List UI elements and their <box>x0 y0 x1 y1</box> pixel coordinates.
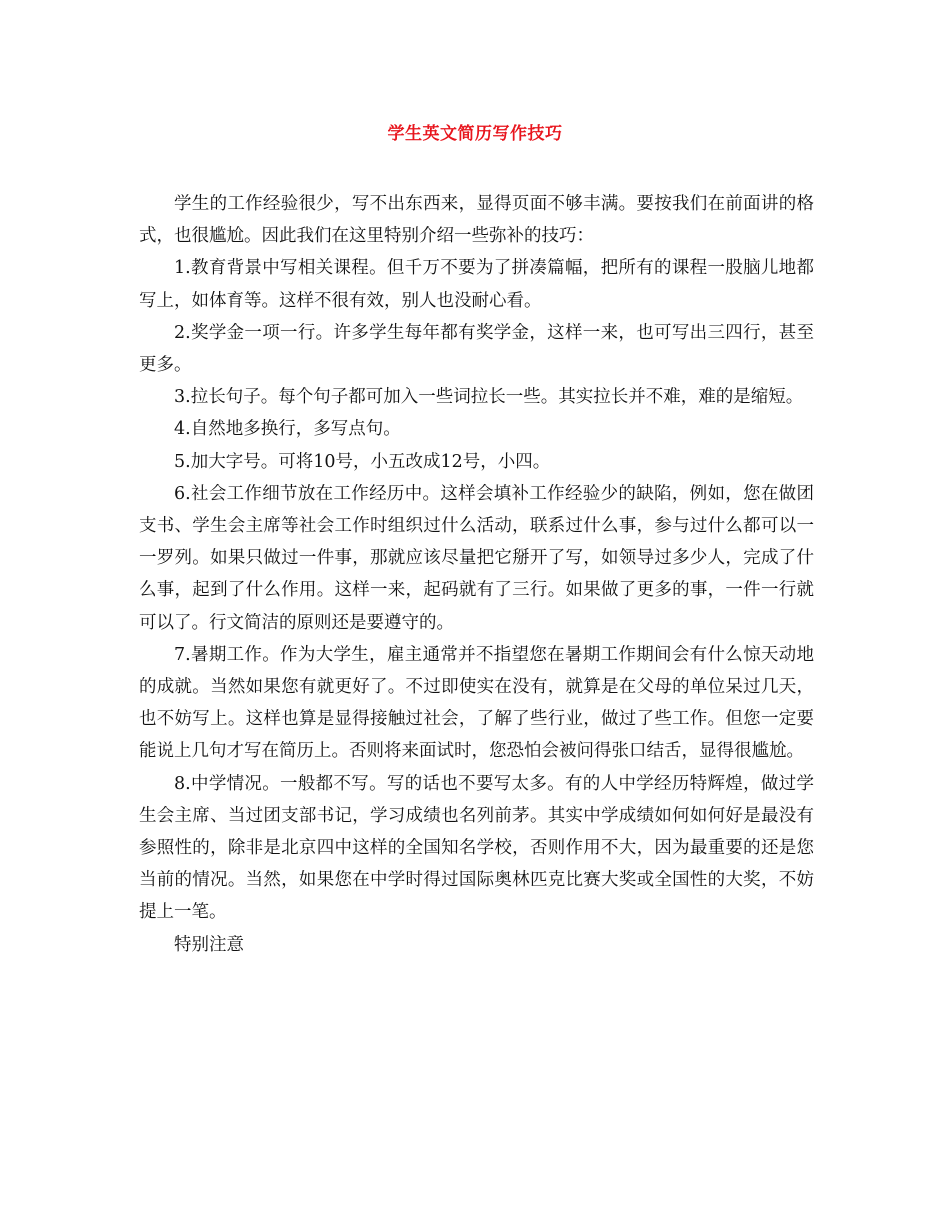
tip-5-paragraph: 5.加大字号。可将10号，小五改成12号，小四。 <box>174 451 551 472</box>
tip-7-paragraph: 7.暑期工作。作为大学生，雇主通常并不指望您在暑期工作期间会有什么惊天动地的成就。当然如果您有就更好了。不过即使实在没有，就算是在父母的单位呆过几天，也不妨写上。这样也算是显得接触过社会，了解了些行业，做过了些工作。但您一定要能说上几句才写在简历上。否则将来面试时，您恐怕会被问得张口结舌，显得很尴尬。 <box>139 644 814 762</box>
special-note-heading: 特别注意 <box>174 934 244 955</box>
tip-2-paragraph: 2.奖学金一项一行。许多学生每年都有奖学金，这样一来，也可写出三四行，甚至更多。 <box>139 322 814 376</box>
document-body <box>139 188 814 961</box>
tip-1-paragraph: 1.教育背景中写相关课程。但千万不要为了拼凑篇幅，把所有的课程一股脑儿地都写上，如体育等。这样不很有效，别人也没耐心看。 <box>139 258 814 311</box>
tip-4-paragraph: 4.自然地多换行，多写点句。 <box>174 419 401 440</box>
tip-8-paragraph: 8.中学情况。一般都不写。写的话也不要写太多。有的人中学经历特辉煌，做过学生会主席、当过团支部书记，学习成绩也名列前茅。其实中学成绩如何如何好是最没有参照性的，除非是北京四中这样的全国知名学校，否则作用不大，因为最重要的还是您当前的情况。当然，如果您在中学时得过国际奥林匹克比赛大奖或全国性的大奖，不妨提上一笔。 <box>139 773 814 923</box>
tip-6-paragraph: 6.社会工作细节放在工作经历中。这样会填补工作经验少的缺陷，例如，您在做团支书、学生会主席等社会工作时组织过什么活动，联系过什么事，参与过什么都可以一一罗列。如果只做过一件事，那就应该尽量把它掰开了写，如领导过多少人，完成了什么事，起到了什么作用。这样一来，起码就有了三行。如果做了更多的事，一件一行就可以了。行文简洁的原则还是要遵守的。 <box>139 483 814 633</box>
tip-3-paragraph: 3.拉长句子。每个句子都可加入一些词拉长一些。其实拉长并不难，难的是缩短。 <box>174 387 804 408</box>
intro-paragraph: 学生的工作经验很少，写不出东西来，显得页面不够丰满。要按我们在前面讲的格式，也很尴尬。因此我们在这里特别介绍一些弥补的技巧： <box>139 194 814 247</box>
document-title: 学生英文简历写作技巧 <box>387 124 563 144</box>
